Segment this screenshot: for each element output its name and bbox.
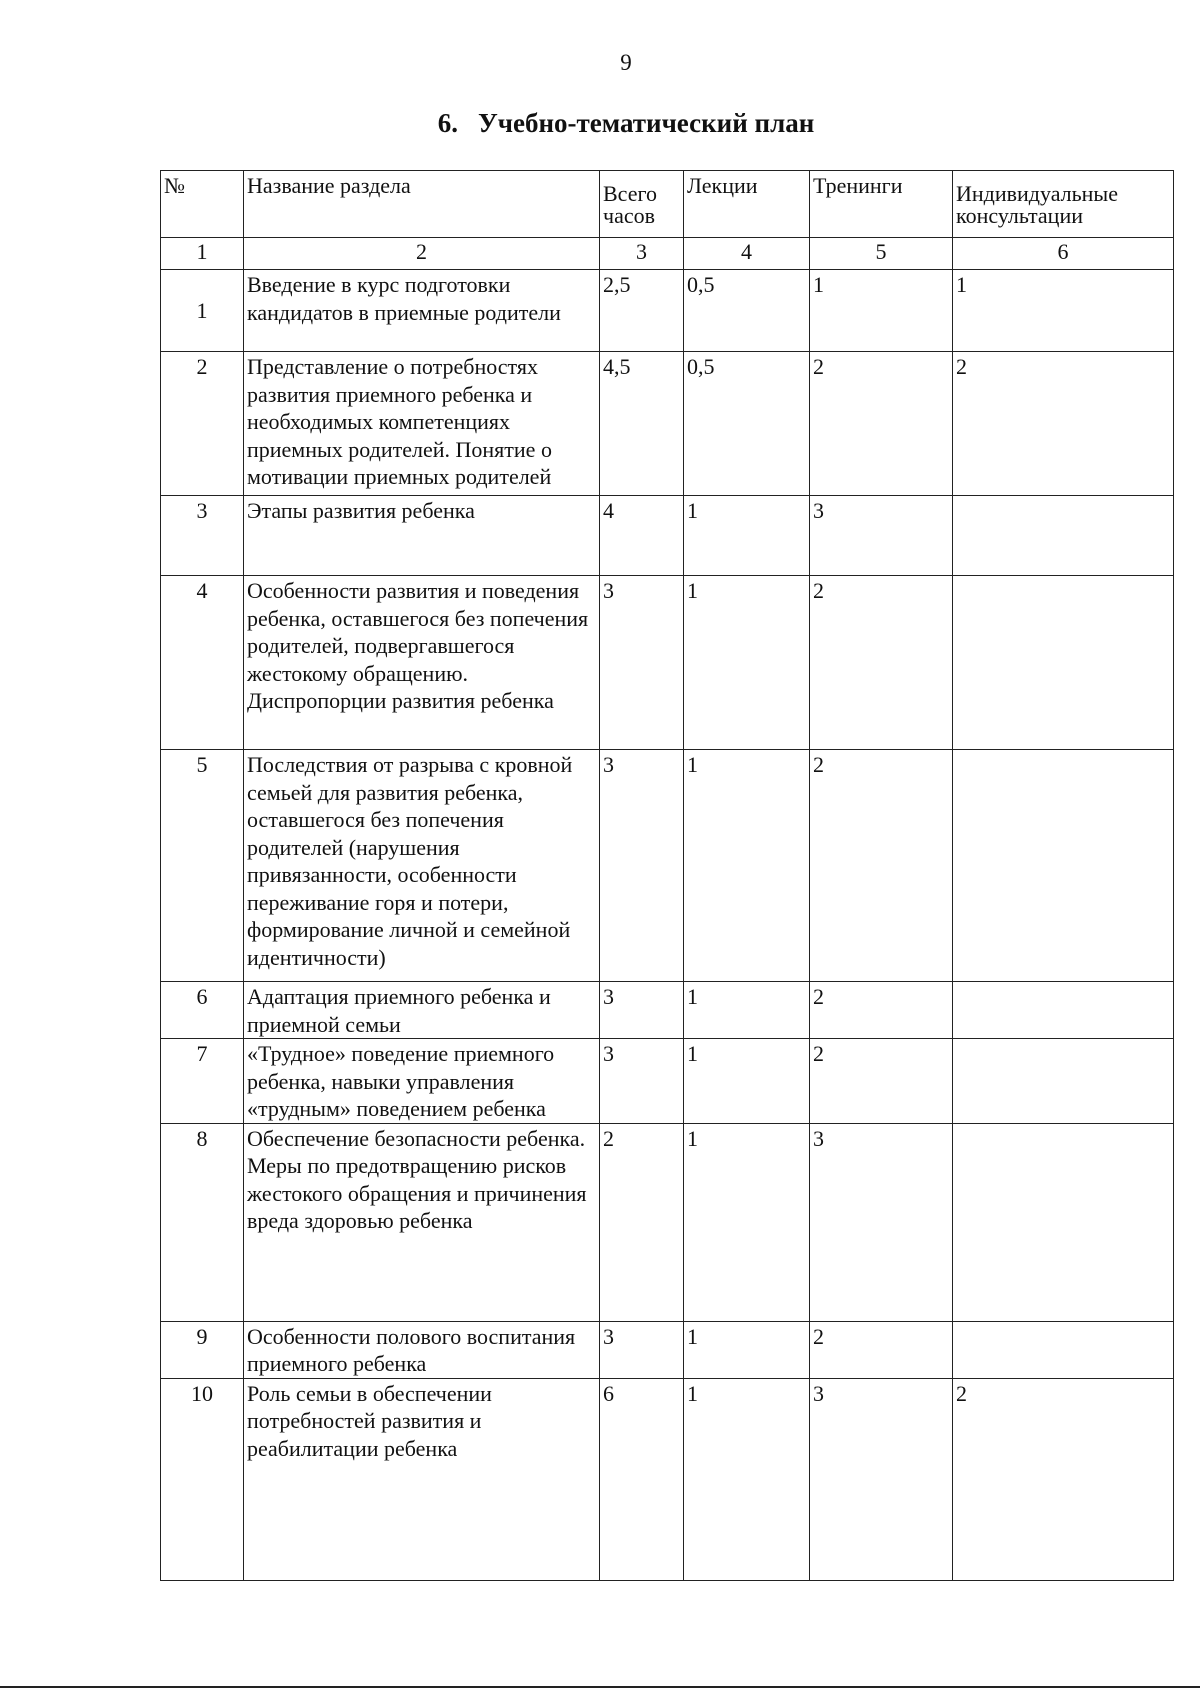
consultation-hours — [953, 1123, 1174, 1321]
section-name: Введение в курс подготовки кандидатов в приемные родители — [244, 270, 600, 352]
header-number: № — [161, 171, 244, 238]
table-header-row — [161, 171, 1174, 238]
section-name: Роль семьи в обеспечении потребностей развития и реабилитации ребенка — [244, 1378, 600, 1580]
table-row — [161, 1321, 1174, 1378]
table-row — [161, 750, 1174, 982]
total-hours: 3 — [600, 1321, 684, 1378]
section-name: «Трудное» поведение приемного ребенка, навыки управления «трудным» поведением ребенка — [244, 1039, 600, 1124]
total-hours: 3 — [600, 1039, 684, 1124]
header-total-hours: Всего часов — [600, 171, 684, 238]
consultation-hours — [953, 496, 1174, 576]
row-number: 9 — [161, 1321, 244, 1378]
row-number: 8 — [161, 1123, 244, 1321]
row-number: 2 — [161, 352, 244, 496]
section-title — [0, 108, 1200, 139]
section-name: Последствия от разрыва с кровной семьей для развития ребенка, оставшегося без попечения родителей (нарушения привязанности, особенности переживание горя и потери, формирование личной и семейной идентичности) — [244, 750, 600, 982]
table-row — [161, 496, 1174, 576]
row-number: 5 — [161, 750, 244, 982]
table-row — [161, 982, 1174, 1039]
total-hours: 4,5 — [600, 352, 684, 496]
consultation-hours — [953, 750, 1174, 982]
header-trainings: Тренинги — [810, 171, 953, 238]
table-row — [161, 1039, 1174, 1124]
total-hours: 4 — [600, 496, 684, 576]
table-row — [161, 270, 1174, 352]
section-name: Адаптация приемного ребенка и приемной семьи — [244, 982, 600, 1039]
section-name: Этапы развития ребенка — [244, 496, 600, 576]
lecture-hours: 1 — [684, 1378, 810, 1580]
column-index: 6 — [953, 238, 1174, 270]
lecture-hours: 1 — [684, 1123, 810, 1321]
column-index: 4 — [684, 238, 810, 270]
lecture-hours: 1 — [684, 1039, 810, 1124]
consultation-hours — [953, 576, 1174, 750]
training-hours: 3 — [810, 1123, 953, 1321]
table-row — [161, 1123, 1174, 1321]
section-name: Особенности полового воспитания приемного ребенка — [244, 1321, 600, 1378]
table-row — [161, 1378, 1174, 1580]
consultation-hours — [953, 982, 1174, 1039]
lecture-hours: 1 — [684, 750, 810, 982]
total-hours: 3 — [600, 576, 684, 750]
training-hours: 2 — [810, 352, 953, 496]
consultation-hours: 1 — [953, 270, 1174, 352]
total-hours: 2,5 — [600, 270, 684, 352]
section-title-text: Учебно-тематический план — [477, 108, 815, 138]
row-number: 10 — [161, 1378, 244, 1580]
lecture-hours: 0,5 — [684, 270, 810, 352]
row-number: 4 — [161, 576, 244, 750]
thematic-plan-table — [160, 170, 1174, 1581]
total-hours: 3 — [600, 982, 684, 1039]
consultation-hours — [953, 1039, 1174, 1124]
consultation-hours: 2 — [953, 1378, 1174, 1580]
column-index: 1 — [161, 238, 244, 270]
lecture-hours: 1 — [684, 1321, 810, 1378]
training-hours: 2 — [810, 982, 953, 1039]
training-hours: 1 — [810, 270, 953, 352]
column-index: 3 — [600, 238, 684, 270]
column-index: 2 — [244, 238, 600, 270]
training-hours: 2 — [810, 576, 953, 750]
header-consultations: Индивидуальные консультации — [953, 171, 1174, 238]
table-row — [161, 352, 1174, 496]
training-hours: 2 — [810, 1321, 953, 1378]
row-number: 6 — [161, 982, 244, 1039]
page-number: 9 — [620, 50, 632, 75]
lecture-hours: 1 — [684, 982, 810, 1039]
total-hours: 3 — [600, 750, 684, 982]
training-hours: 3 — [810, 496, 953, 576]
table-row — [161, 576, 1174, 750]
column-index-row — [161, 238, 1174, 270]
row-number: 7 — [161, 1039, 244, 1124]
total-hours: 2 — [600, 1123, 684, 1321]
header-lectures: Лекции — [684, 171, 810, 238]
training-hours: 2 — [810, 750, 953, 982]
header-section-name: Название раздела — [244, 171, 600, 238]
consultation-hours — [953, 1321, 1174, 1378]
bottom-divider — [0, 1686, 1200, 1688]
training-hours: 2 — [810, 1039, 953, 1124]
row-number: 1 — [161, 270, 244, 352]
total-hours: 6 — [600, 1378, 684, 1580]
lecture-hours: 0,5 — [684, 352, 810, 496]
lecture-hours: 1 — [684, 576, 810, 750]
row-number: 3 — [161, 496, 244, 576]
lecture-hours: 1 — [684, 496, 810, 576]
section-name: Обеспечение безопасности ребенка. Меры по предотвращению рисков жестокого обращения и причинения вреда здоровью ребенка — [244, 1123, 600, 1321]
section-name: Особенности развития и поведения ребенка, оставшегося без попечения родителей, подвергавшегося жестокому обращению. Диспропорции развития ребенка — [244, 576, 600, 750]
section-name: Представление о потребностях развития приемного ребенка и необходимых компетенциях приемных родителей. Понятие о мотивации приемных родителей — [244, 352, 600, 496]
consultation-hours: 2 — [953, 352, 1174, 496]
section-number: 6. — [437, 108, 458, 138]
column-index: 5 — [810, 238, 953, 270]
training-hours: 3 — [810, 1378, 953, 1580]
